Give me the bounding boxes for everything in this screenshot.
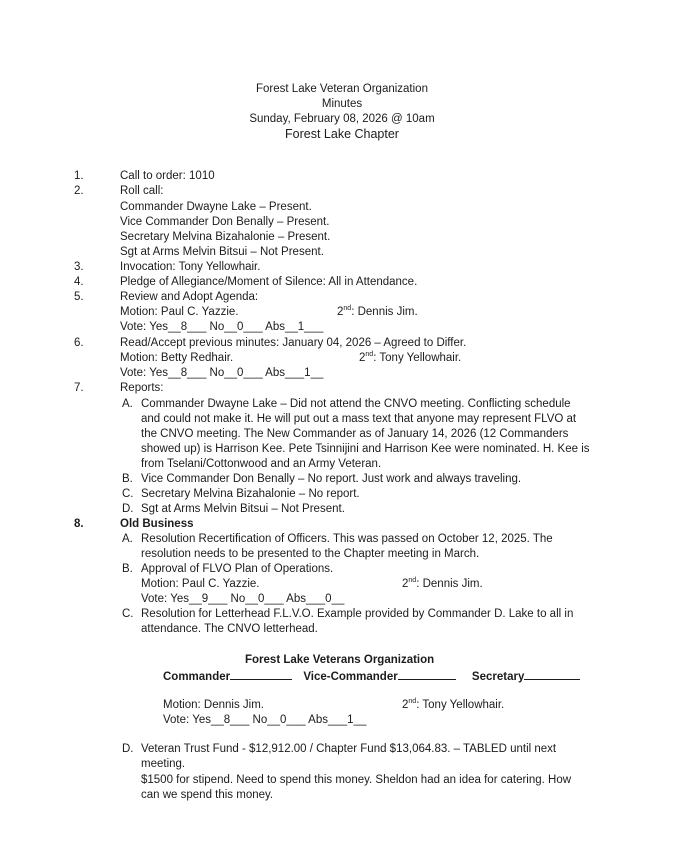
second: 2nd: Dennis Jim. xyxy=(337,305,418,318)
report-line: the CNVO meeting. The New Commander as of January 14, 2026 (12 Commanders xyxy=(141,428,569,440)
item-number: 4. xyxy=(74,276,84,288)
motion: Motion: Dennis Jim. xyxy=(163,699,264,711)
sub-letter: B. xyxy=(122,473,133,485)
meeting-date: Sunday, February 08, 2026 @ 10am xyxy=(249,113,435,125)
signature-line xyxy=(230,668,292,680)
doc-type: Minutes xyxy=(321,98,363,110)
letterhead-commander: Commander xyxy=(163,671,231,683)
letterhead-officers xyxy=(163,668,580,685)
sub-letter: C. xyxy=(122,608,134,620)
old-business-heading: Old Business xyxy=(120,518,194,530)
letterhead-title: Forest Lake Veterans Organization xyxy=(245,654,435,666)
report-line: from Tselani/Cottonwood and an Army Veteran. xyxy=(141,458,382,470)
business-line: Resolution Recertification of Officers. This was passed on October 12, 2025. The xyxy=(141,533,553,545)
item-number: 3. xyxy=(74,261,84,273)
vote: Vote: Yes__8___ No__0___ Abs__1___ xyxy=(120,321,324,333)
report-line: Commander Dwayne Lake – Did not attend the CNVO meeting. Conflicting schedule xyxy=(141,398,571,410)
item-number: 6. xyxy=(74,337,84,349)
motion: Motion: Paul C. Yazzie. xyxy=(141,578,260,590)
sub-letter: B. xyxy=(122,563,133,575)
business-line: resolution needs to be presented to the Chapter meeting in March. xyxy=(141,548,480,560)
business-line: attendance. The CNVO letterhead. xyxy=(141,623,318,635)
letterhead-secretary: Secretary xyxy=(471,671,525,683)
roll-entry: Vice Commander Don Benally – Present. xyxy=(120,216,330,228)
motion: Motion: Betty Redhair. xyxy=(120,352,234,364)
item-number: 1. xyxy=(74,170,84,182)
second: 2nd: Tony Yellowhair. xyxy=(359,351,462,364)
vote: Vote: Yes__8___ No__0___ Abs___1__ xyxy=(163,714,367,726)
report-line: and could not make it. He will put out a mass text that anyone may represent FLVO at xyxy=(141,413,577,425)
org-title: Forest Lake Veteran Organization xyxy=(256,83,428,95)
chapter-name: Forest Lake Chapter xyxy=(285,127,399,141)
agenda-heading: Review and Adopt Agenda: xyxy=(120,291,259,303)
call-to-order: Call to order: 1010 xyxy=(120,170,215,182)
sub-letter: A. xyxy=(122,398,133,410)
sub-letter: D. xyxy=(122,503,134,515)
item-number: 7. xyxy=(74,382,84,394)
business-line: Approval of FLVO Plan of Operations. xyxy=(141,563,334,575)
signature-line xyxy=(398,668,456,680)
roll-entry: Secretary Melvina Bizahalonie – Present. xyxy=(120,231,331,243)
previous-minutes: Read/Accept previous minutes: January 04, 2026 – Agreed to Differ. xyxy=(120,337,467,349)
signature-line xyxy=(524,668,580,680)
second: 2nd: Tony Yellowhair. xyxy=(402,698,505,711)
item-number: 8. xyxy=(74,518,84,530)
invocation: Invocation: Tony Yellowhair. xyxy=(120,261,261,273)
roll-entry: Sgt at Arms Melvin Bitsui – Not Present. xyxy=(120,246,324,258)
vote: Vote: Yes__8___ No__0___ Abs___1__ xyxy=(120,367,324,379)
second: 2nd: Dennis Jim. xyxy=(402,577,483,590)
business-line: meeting. xyxy=(141,758,186,770)
business-line: $1500 for stipend. Need to spend this money. Sheldon had an idea for catering. How xyxy=(141,774,572,786)
document-header xyxy=(0,82,684,142)
roll-entry: Commander Dwayne Lake – Present. xyxy=(120,201,312,213)
roll-call-heading: Roll call: xyxy=(120,185,164,197)
pledge: Pledge of Allegiance/Moment of Silence: All in Attendance. xyxy=(120,276,418,288)
business-line: can we spend this money. xyxy=(141,789,274,801)
vote: Vote: Yes__9___ No__0___ Abs___0__ xyxy=(141,593,345,605)
report-line: Secretary Melvina Bizahalonie – No report. xyxy=(141,488,360,500)
report-line: Vice Commander Don Benally – No report. Just work and always traveling. xyxy=(141,473,522,485)
reports-heading: Reports: xyxy=(120,382,164,394)
sub-letter: D. xyxy=(122,743,134,755)
business-line: Resolution for Letterhead F.L.V.O. Example provided by Commander D. Lake to all in xyxy=(141,608,574,620)
business-line: Veteran Trust Fund - $12,912.00 / Chapter Fund $13,064.83. – TABLED until next xyxy=(141,743,557,755)
sub-letter: C. xyxy=(122,488,134,500)
letterhead-vice-commander: Vice-Commander xyxy=(303,671,398,683)
report-line: showed up) is Harrison Kee. Pete Tsinnijini and Harrison Kee were nominated. H. Kee is xyxy=(141,443,590,455)
item-number: 2. xyxy=(74,185,84,197)
item-number: 5. xyxy=(74,291,84,303)
report-line: Sgt at Arms Melvin Bitsui – Not Present. xyxy=(141,503,345,515)
motion: Motion: Paul C. Yazzie. xyxy=(120,306,239,318)
sub-letter: A. xyxy=(122,533,133,545)
